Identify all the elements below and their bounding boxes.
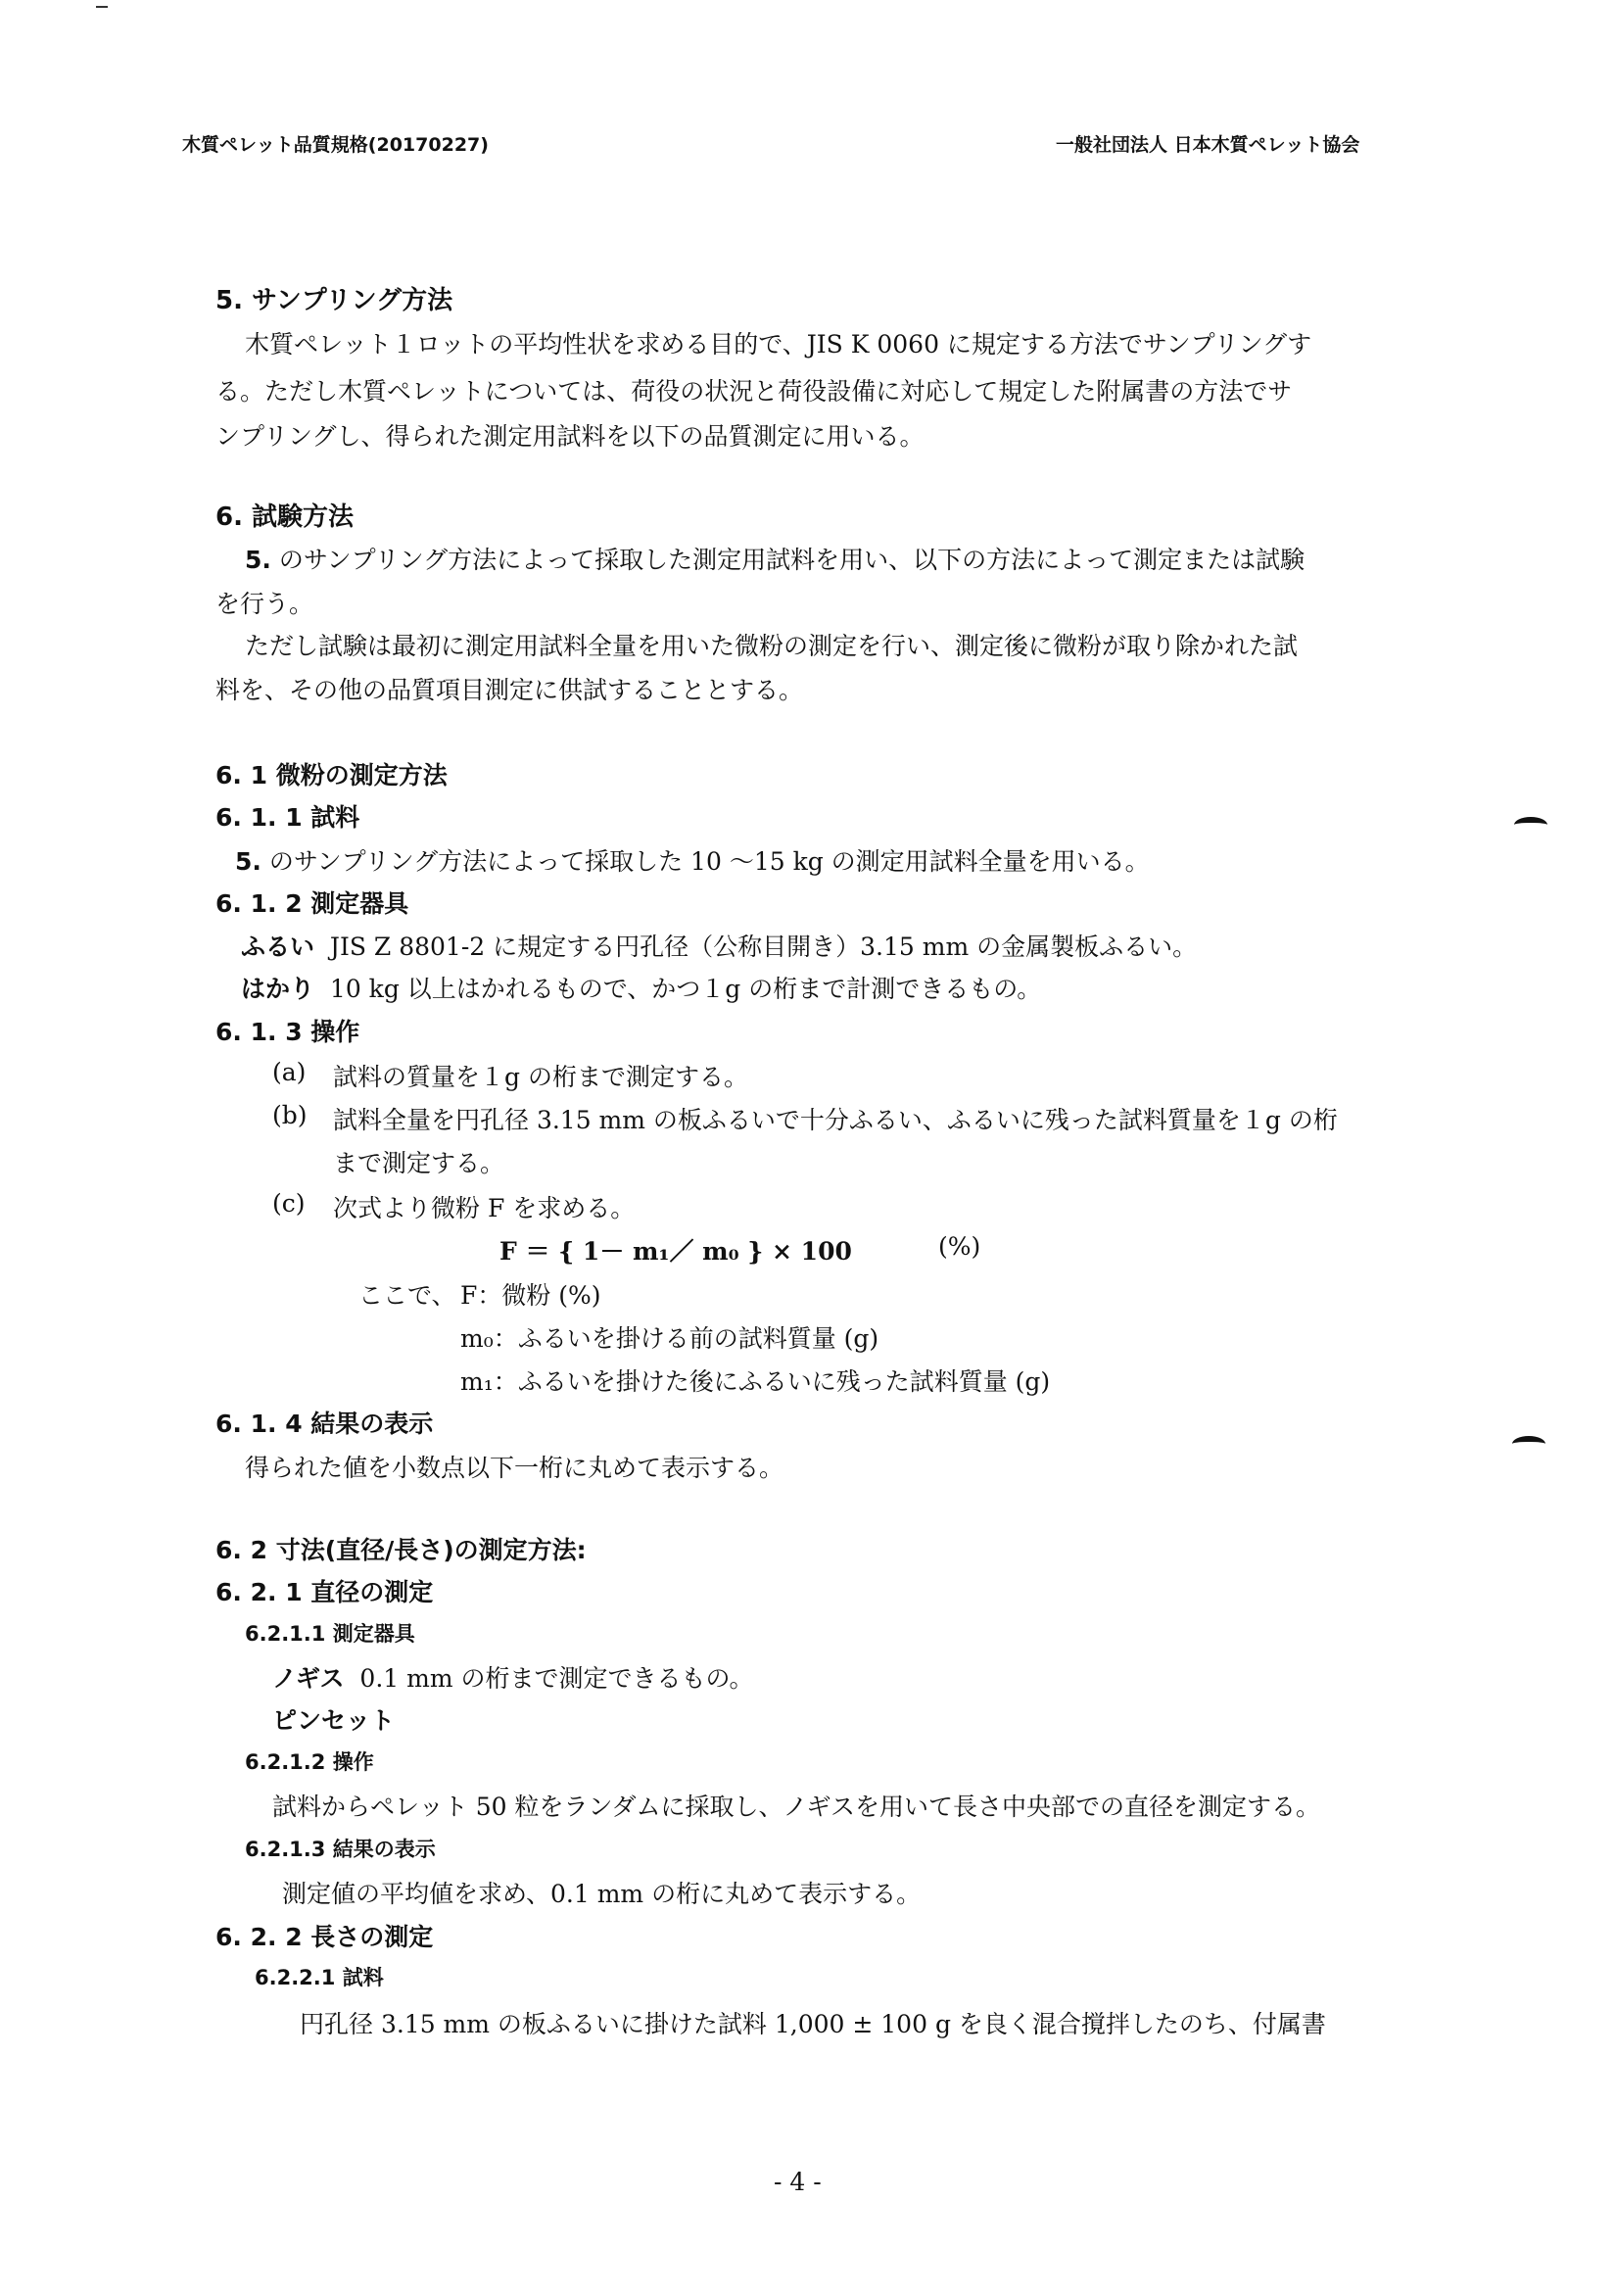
section-6-1-1-heading: 6. 1. 1 試料	[215, 803, 360, 832]
section-6-2-2-heading: 6. 2. 2 長さの測定	[215, 1923, 434, 1951]
hakari-label: はかり	[241, 975, 315, 1003]
section-ref: 5.	[245, 546, 271, 574]
section-6-line-4: 料を、その他の品質項目測定に供試することとする。	[215, 676, 804, 704]
section-6-2-heading: 6. 2 寸法(直径/長さ)の測定方法:	[215, 1536, 587, 1564]
where-f: F：微粉 (%)	[460, 1281, 601, 1310]
section-6-2-1-3-text: 測定値の平均値を求め、0.1 mm の桁に丸めて表示する。	[282, 1880, 922, 1908]
step-c-text: 次式より微粉 F を求める。	[333, 1194, 636, 1222]
step-b-text-2: まで測定する。	[333, 1149, 505, 1177]
section-6-2-1-2-text: 試料からペレット 50 粒をランダムに採取し、ノギスを用いて長さ中央部での直径を測定する。	[272, 1793, 1320, 1821]
step-a-label: (a)	[272, 1058, 307, 1086]
where-m0: m₀：ふるいを掛ける前の試料質量 (g)	[460, 1324, 879, 1353]
furui-row: ふるい JIS Z 8801-2 に規定する円孔径（公称目開き）3.15 mm の金属製板ふるい。	[241, 933, 1198, 961]
where-prefix: ここで、	[358, 1281, 456, 1310]
section-6-2-1-2-heading: 6.2.1.2 操作	[245, 1750, 374, 1774]
section-5-line-1: 木質ペレット１ロットの平均性状を求める目的で、JIS K 0060 に規定する方法でサンプリングす	[245, 330, 1312, 359]
step-b-text-1: 試料全量を円孔径 3.15 mm の板ふるいで十分ふるい、ふるいに残った試料質量を１g の桁	[333, 1106, 1338, 1134]
step-c-label: (c)	[272, 1189, 306, 1218]
punch-hole-mark	[1514, 817, 1547, 833]
hakari-row: はかり 10 kg 以上はかれるもので、かつ１g の桁まで計測できるもの。	[241, 975, 1042, 1003]
section-6-1-1-text: 5. のサンプリング方法によって採取した 10 ～15 kg の測定用試料全量を用いる。	[235, 847, 1150, 876]
where-m1: m₁：ふるいを掛けた後にふるいに残った試料質量 (g)	[460, 1367, 1051, 1396]
section-5-line-3: ンプリングし、得られた測定用試料を以下の品質測定に用いる。	[215, 422, 925, 451]
page-number: - 4 -	[774, 2168, 822, 2196]
section-6-line-1: 5. のサンプリング方法によって採取した測定用試料を用い、以下の方法によって測定または試験	[245, 546, 1305, 574]
section-6-1-3-heading: 6. 1. 3 操作	[215, 1018, 360, 1046]
section-6-1-2-heading: 6. 1. 2 測定器具	[215, 889, 409, 918]
nogisu-row: ノギス 0.1 mm の桁まで測定できるもの。	[272, 1664, 754, 1693]
section-6-2-1-1-heading: 6.2.1.1 測定器具	[245, 1622, 415, 1646]
step-b-label: (b)	[272, 1101, 308, 1129]
section-5-line-2: る。ただし木質ペレットについては、荷役の状況と荷役設備に対応して規定した附属書の方法でサ	[215, 377, 1293, 406]
formula: F ＝ { 1－ m₁／ m₀ } × 100	[499, 1237, 852, 1266]
section-6-2-1-heading: 6. 2. 1 直径の測定	[215, 1578, 434, 1606]
header-left: 木質ペレット品質規格(20170227)	[182, 134, 489, 156]
section-6-2-1-3-heading: 6.2.1.3 結果の表示	[245, 1838, 436, 1861]
section-6-line-3: ただし試験は最初に測定用試料全量を用いた微粉の測定を行い、測定後に微粉が取り除かれた試	[245, 632, 1299, 660]
section-6-2-2-1-heading: 6.2.2.1 試料	[255, 1966, 384, 1989]
nogisu-label: ノギス	[272, 1664, 345, 1693]
section-6-1-heading: 6. 1 微粉の測定方法	[215, 761, 448, 789]
section-6-2-2-1-text: 円孔径 3.15 mm の板ふるいに掛けた試料 1,000 ± 100 g を良く混合撹拌したのち、付属書	[300, 2010, 1326, 2038]
section-6-heading: 6. 試験方法	[215, 502, 355, 532]
punch-hole-mark	[1512, 1436, 1545, 1452]
section-5-heading: 5. サンプリング方法	[215, 286, 453, 315]
section-6-1-4-text: 得られた値を小数点以下一桁に丸めて表示する。	[245, 1454, 784, 1482]
step-a-text: 試料の質量を１g の桁まで測定する。	[333, 1063, 748, 1091]
section-6-1-4-heading: 6. 1. 4 結果の表示	[215, 1410, 434, 1438]
formula-unit: (%)	[938, 1232, 981, 1261]
pinset-label: ピンセット	[272, 1706, 396, 1735]
scan-mark	[96, 6, 108, 8]
header-right: 一般社団法人 日本木質ペレット協会	[1056, 134, 1360, 156]
section-6-line-2: を行う。	[215, 590, 314, 618]
furui-label: ふるい	[241, 933, 315, 961]
